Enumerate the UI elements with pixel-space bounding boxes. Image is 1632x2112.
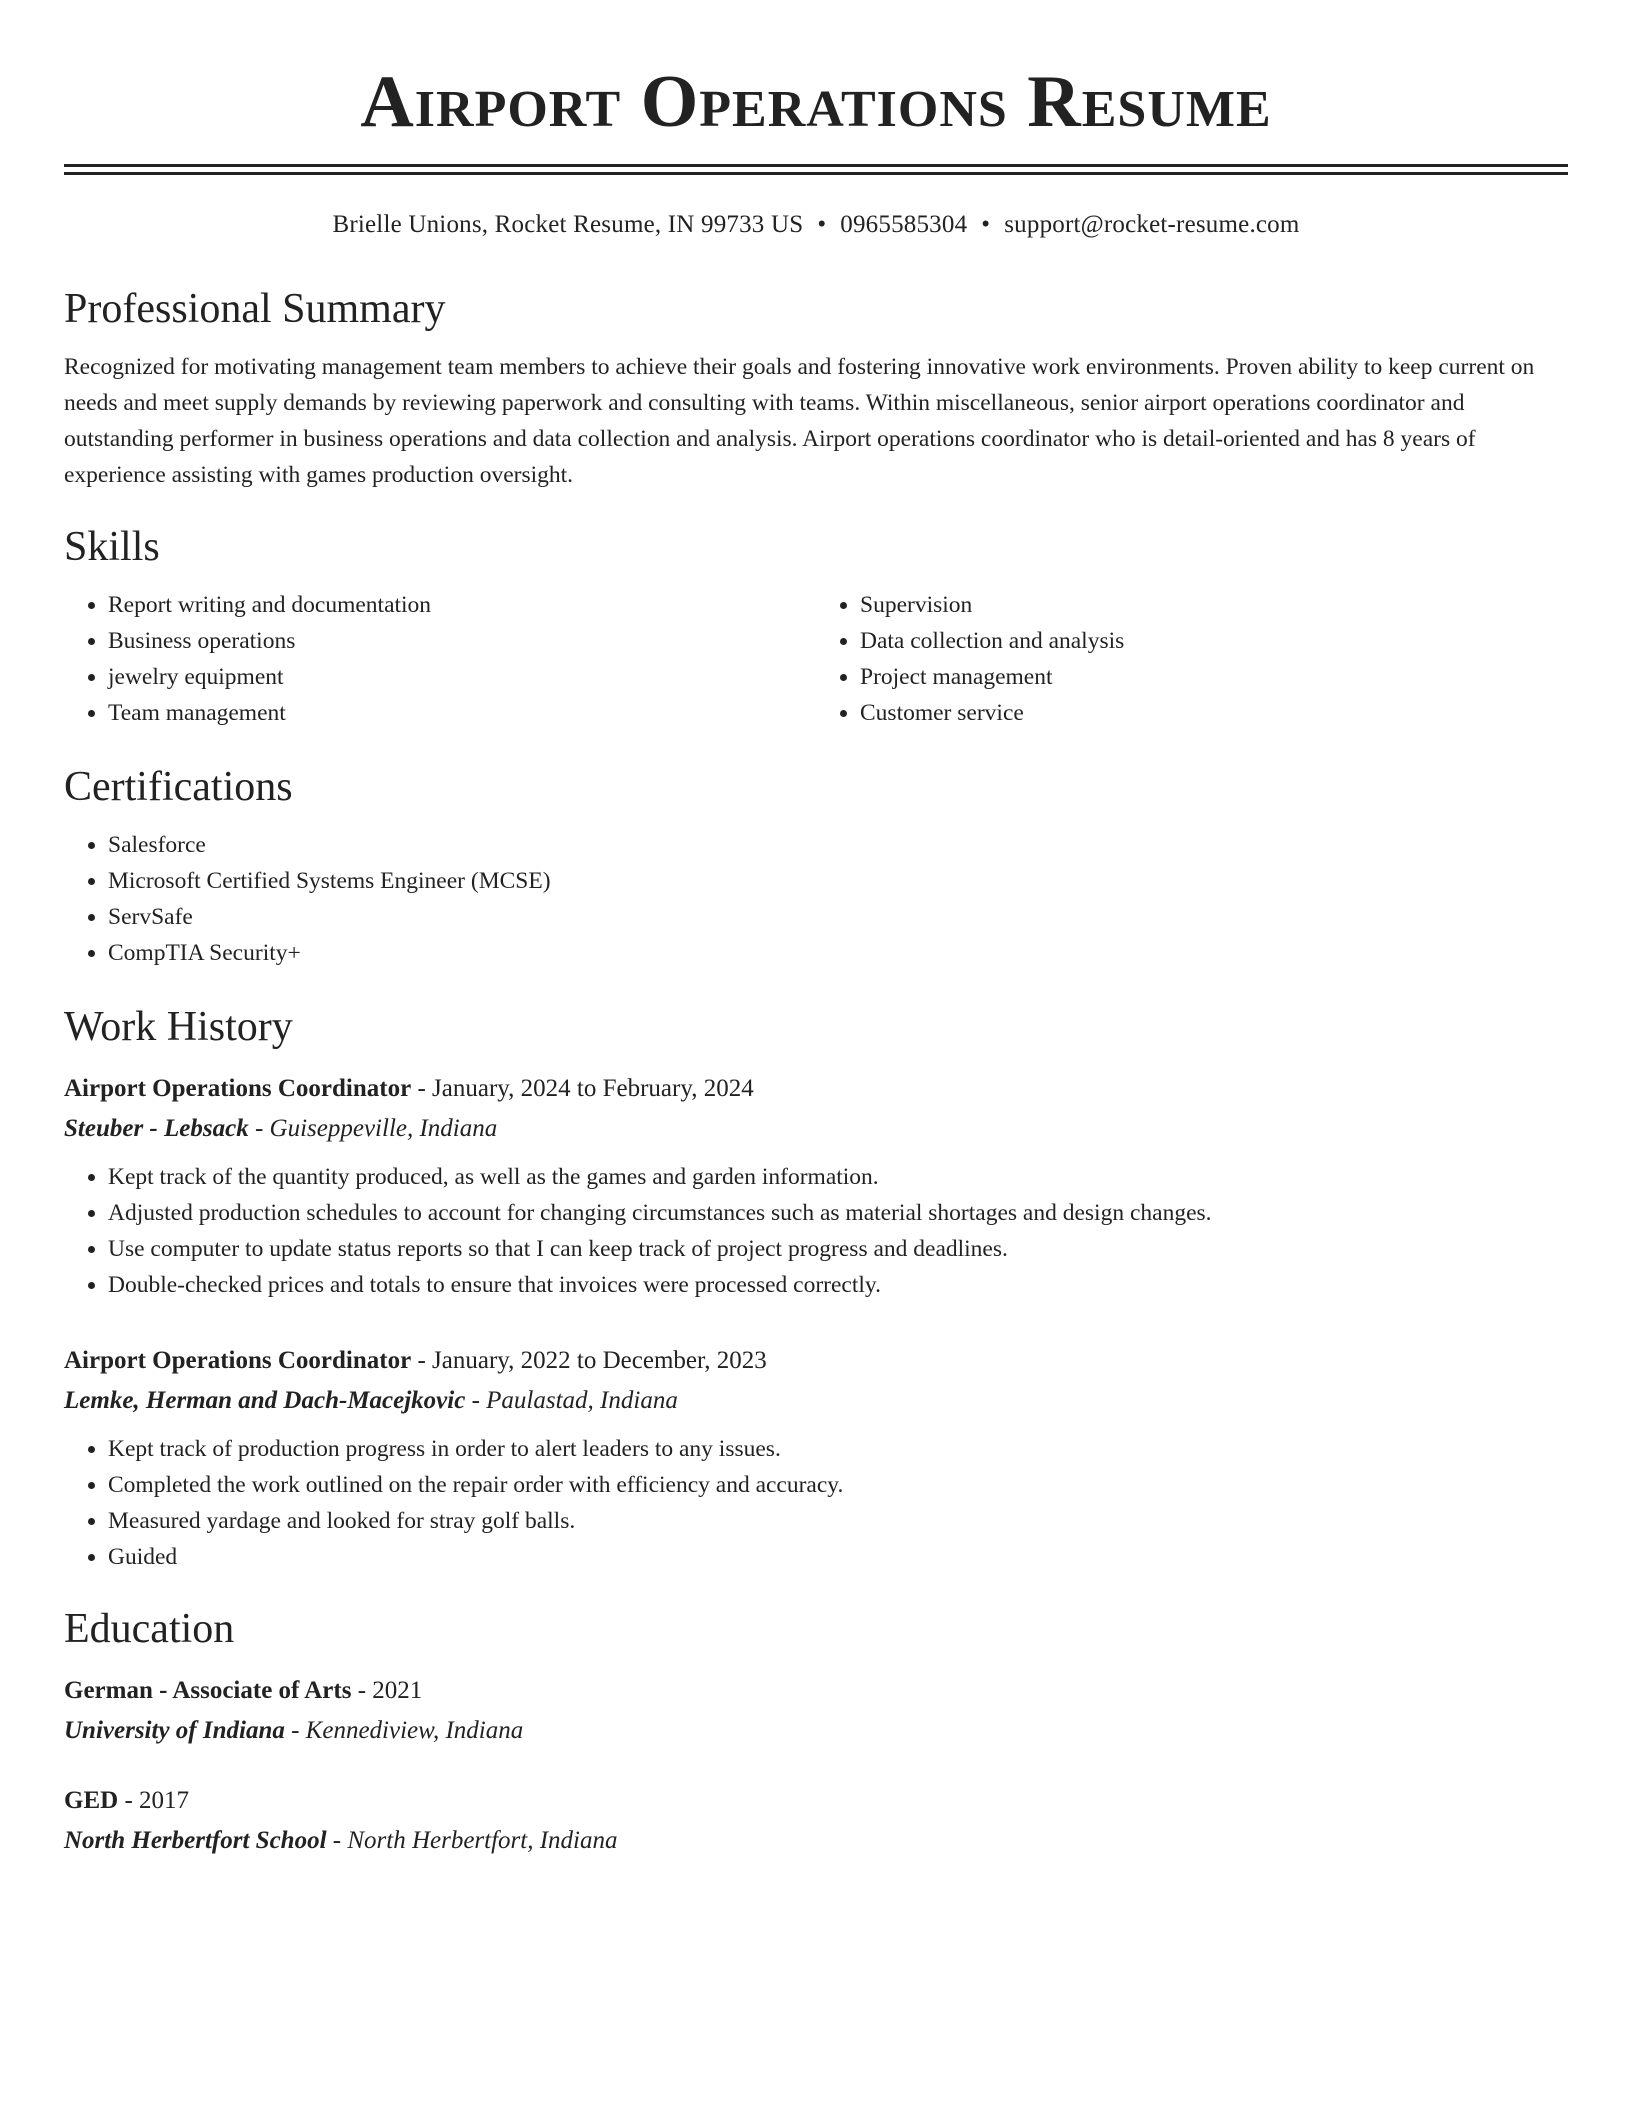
job-bullet: • Completed the work outlined on the repair order with efficiency and accuracy. — [108, 1467, 1568, 1503]
education-entry — [64, 1671, 1568, 1751]
job-dates: - January, 2022 to December, 2023 — [417, 1347, 767, 1374]
skills-list-left — [64, 587, 816, 731]
skill-item: • Project management — [860, 659, 1568, 695]
job-title-line — [64, 1341, 1568, 1381]
job-company: Steuber - Lebsack — [64, 1115, 249, 1142]
skills-columns — [64, 587, 1568, 731]
skills-heading: Skills — [64, 524, 160, 570]
job-company-line — [64, 1381, 1568, 1421]
job-entry — [64, 1341, 1568, 1575]
skills-section — [64, 521, 1568, 731]
skill-item: • Report writing and documentation — [108, 587, 816, 623]
education-location: - Kennediview, Indiana — [291, 1717, 524, 1744]
education-entry — [64, 1781, 1568, 1861]
job-bullet: • Double-checked prices and totals to ensure that invoices were processed correctly. — [108, 1267, 1568, 1303]
title-divider-bottom — [64, 172, 1568, 175]
certifications-list — [64, 827, 1568, 971]
contact-address: Brielle Unions, Rocket Resume, IN 99733 US — [332, 211, 804, 238]
education-school-line — [64, 1711, 1568, 1751]
job-entry — [64, 1069, 1568, 1303]
education-degree: GED — [64, 1787, 119, 1814]
job-bullet: • Use computer to update status reports so that I can keep track of project progress and deadlines. — [108, 1231, 1568, 1267]
job-dates: - January, 2024 to February, 2024 — [417, 1075, 754, 1102]
job-bullet: • Kept track of production progress in order to alert leaders to any issues. — [108, 1431, 1568, 1467]
certifications-section — [64, 761, 1568, 971]
job-company: Lemke, Herman and Dach-Macejkovic — [64, 1387, 466, 1414]
contact-line — [64, 209, 1568, 241]
skill-item: • Business operations — [108, 623, 816, 659]
skill-item: • jewelry equipment — [108, 659, 816, 695]
certification-item: • Salesforce — [108, 827, 1568, 863]
education-school: University of Indiana — [64, 1717, 285, 1744]
education-section — [64, 1603, 1568, 1861]
summary-text: Recognized for motivating management team members to achieve their goals and fostering innovative work environments. Proven ability to keep current on needs and meet supply demands by reviewing paperwork and consulting with teams. Within miscellaneous, senior airport operations coordinator and outstanding performer in business operations and data collection and analysis. Airport operations coordinator who is detail-oriented and has 8 years of experience assisting with games production oversight. — [64, 354, 1535, 488]
job-bullets — [64, 1159, 1568, 1303]
job-bullets — [64, 1431, 1568, 1575]
contact-phone: 0965585304 — [840, 211, 968, 238]
skill-item: • Supervision — [860, 587, 1568, 623]
job-title: Airport Operations Coordinator — [64, 1347, 412, 1374]
education-school-line — [64, 1821, 1568, 1861]
job-bullet: • Guided — [108, 1539, 1568, 1575]
education-year: - 2021 — [357, 1677, 423, 1704]
education-year: - 2017 — [124, 1787, 190, 1814]
certifications-heading: Certifications — [64, 764, 293, 810]
education-location: - North Herbertfort, Indiana — [332, 1827, 618, 1854]
contact-separator: • — [817, 211, 827, 238]
certification-item: • CompTIA Security+ — [108, 935, 1568, 971]
education-heading: Education — [64, 1606, 235, 1652]
skills-list-right — [816, 587, 1568, 731]
job-bullet: • Measured yardage and looked for stray golf balls. — [108, 1503, 1568, 1539]
summary-section — [64, 283, 1568, 493]
job-location: - Guiseppeville, Indiana — [254, 1115, 498, 1142]
skill-item: • Data collection and analysis — [860, 623, 1568, 659]
job-bullet: • Adjusted production schedules to account for changing circumstances such as material shortages and design changes. — [108, 1195, 1568, 1231]
contact-separator: • — [981, 211, 991, 238]
summary-heading: Professional Summary — [64, 286, 446, 332]
education-degree-line — [64, 1781, 1568, 1821]
skill-item: • Customer service — [860, 695, 1568, 731]
education-degree: German - Associate of Arts — [64, 1677, 352, 1704]
skill-item: • Team management — [108, 695, 816, 731]
education-school: North Herbertfort School — [64, 1827, 327, 1854]
education-degree-line — [64, 1671, 1568, 1711]
certification-item: • Microsoft Certified Systems Engineer (MCSE) — [108, 863, 1568, 899]
job-location: - Paulastad, Indiana — [471, 1387, 678, 1414]
job-title-line — [64, 1069, 1568, 1109]
job-title: Airport Operations Coordinator — [64, 1075, 412, 1102]
certification-item: • ServSafe — [108, 899, 1568, 935]
contact-email: support@rocket-resume.com — [1004, 211, 1300, 238]
job-company-line — [64, 1109, 1568, 1149]
resume-title: Airport Operations Resume — [360, 61, 1272, 143]
job-bullet: • Kept track of the quantity produced, as well as the games and garden information. — [108, 1159, 1568, 1195]
work-history-section — [64, 1001, 1568, 1575]
title-divider-top — [64, 164, 1568, 167]
work-history-heading: Work History — [64, 1004, 293, 1050]
